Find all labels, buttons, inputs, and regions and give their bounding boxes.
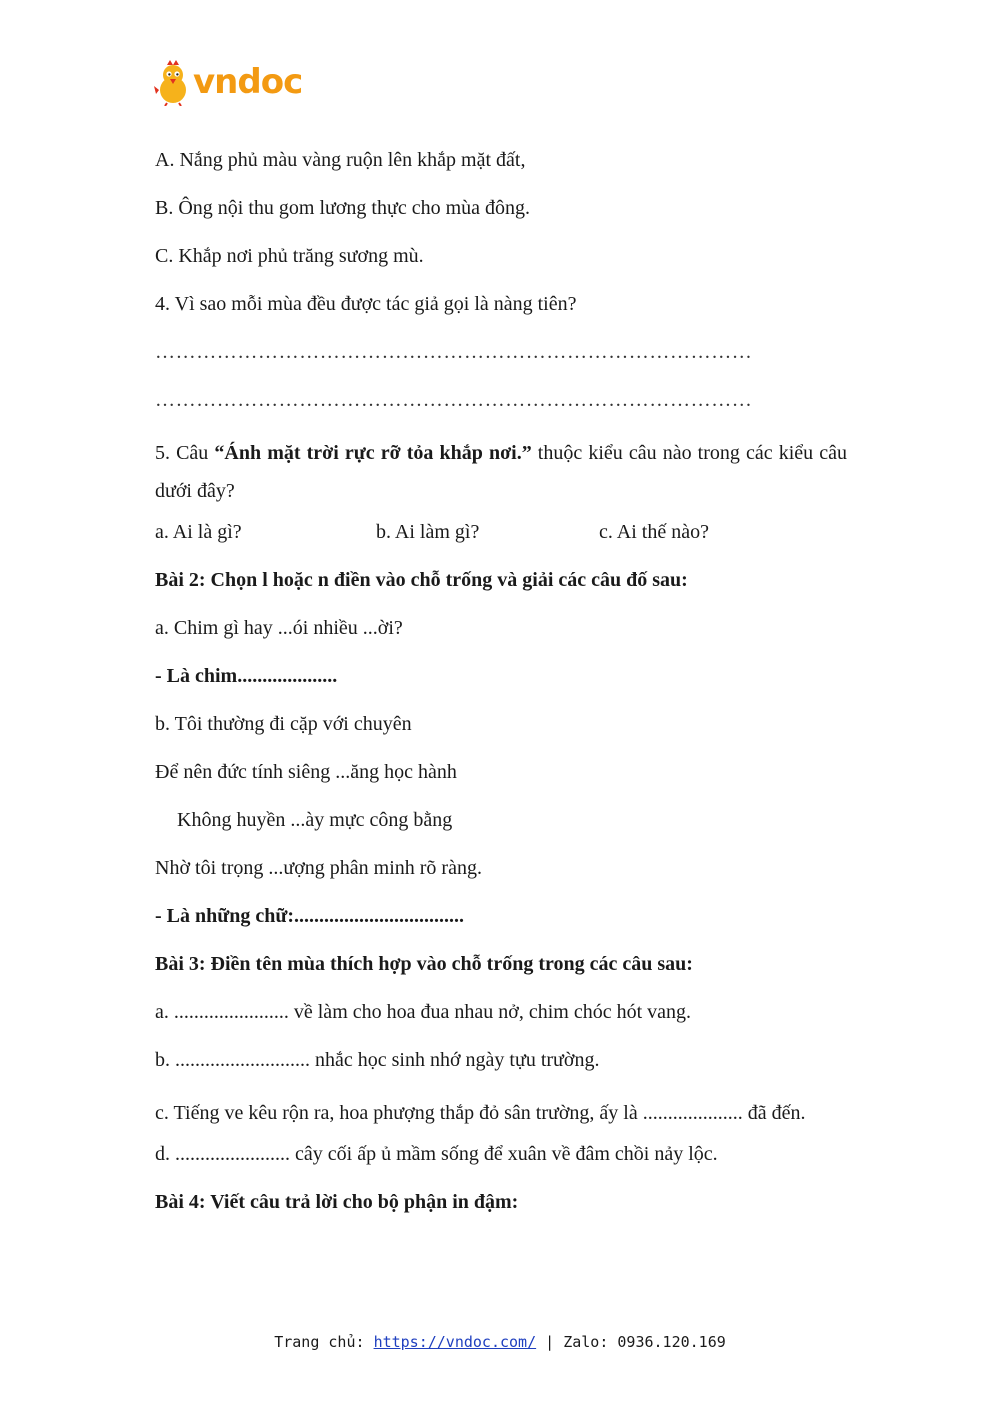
question-5-options — [155, 518, 847, 546]
option-a: A. Nắng phủ màu vàng ruộn lên khắp mặt đất, — [155, 149, 526, 171]
q5-option-b: b. Ai làm gì? — [376, 521, 480, 543]
bai3-title: Bài 3: Điền tên mùa thích hợp vào chỗ trống trong các câu sau: — [155, 953, 693, 975]
option-c: C. Khắp nơi phủ trăng sương mù. — [155, 245, 424, 267]
bai3-item-a: a. ....................... về làm cho hoa đua nhau nở, chim chóc hót vang. — [155, 1001, 692, 1023]
riddle-b-answer: - Là những chữ:.................................. — [155, 905, 465, 927]
brand-name: vndoc — [193, 62, 303, 102]
bai3-item-b: b. ........................... nhắc học sinh nhớ ngày tựu trường. — [155, 1049, 600, 1071]
question-5 — [155, 434, 847, 510]
q5-option-a: a. Ai là gì? — [155, 521, 242, 543]
question-5-quote: “Ánh mặt trời rực rỡ tỏa khắp nơi.” — [214, 442, 532, 464]
vndoc-logo[interactable] — [153, 60, 318, 108]
q5-option-c: c. Ai thế nào? — [599, 521, 709, 543]
footer-separator: | — [536, 1333, 564, 1351]
riddle-b-line: Để nên đức tính siêng ...ăng học hành — [155, 761, 457, 783]
option-b: B. Ông nội thu gom lương thực cho mùa đông. — [155, 197, 531, 219]
footer-zalo: Zalo: 0936.120.169 — [563, 1333, 726, 1351]
riddle-a-answer: - Là chim.................... — [155, 665, 338, 687]
bai3-item-d: d. ....................... cây cối ấp ủ mầm sống để xuân về đâm chồi nảy lộc. — [155, 1143, 718, 1165]
footer-home-label: Trang chủ: — [274, 1333, 374, 1351]
bai3-item-c: c. Tiếng ve kêu rộn ra, hoa phượng thắp đỏ sân trường, ấy là .................... đã đến. — [155, 1102, 806, 1124]
bai2-title: Bài 2: Chọn l hoặc n điền vào chỗ trống và giải các câu đố sau: — [155, 569, 688, 591]
riddle-b-line: Nhờ tôi trọng ...ượng phân minh rõ ràng. — [155, 857, 482, 879]
riddle-b-line: Không huyền ...ày mực công bằng — [177, 809, 453, 831]
answer-line: …………………………………………………………………………… — [155, 389, 753, 411]
riddle-b-line: b. Tôi thường đi cặp với chuyên — [155, 713, 412, 735]
riddle-a: a. Chim gì hay ...ói nhiều ...ời? — [155, 617, 403, 639]
page-footer — [0, 1333, 1000, 1351]
question-4: 4. Vì sao mỗi mùa đều được tác giả gọi là nàng tiên? — [155, 293, 577, 315]
bai4-title: Bài 4: Viết câu trả lời cho bộ phận in đậm: — [155, 1191, 519, 1213]
question-5-suffix: thuộc kiểu câu nào trong các kiểu câu dưới đây? — [155, 442, 847, 502]
question-5-prefix: 5. Câu — [155, 442, 215, 464]
footer-home-link[interactable]: https://vndoc.com/ — [373, 1333, 537, 1351]
worksheet-content — [155, 146, 847, 1236]
chicken-mascot-icon — [153, 60, 193, 106]
answer-line: …………………………………………………………………………… — [155, 341, 753, 363]
